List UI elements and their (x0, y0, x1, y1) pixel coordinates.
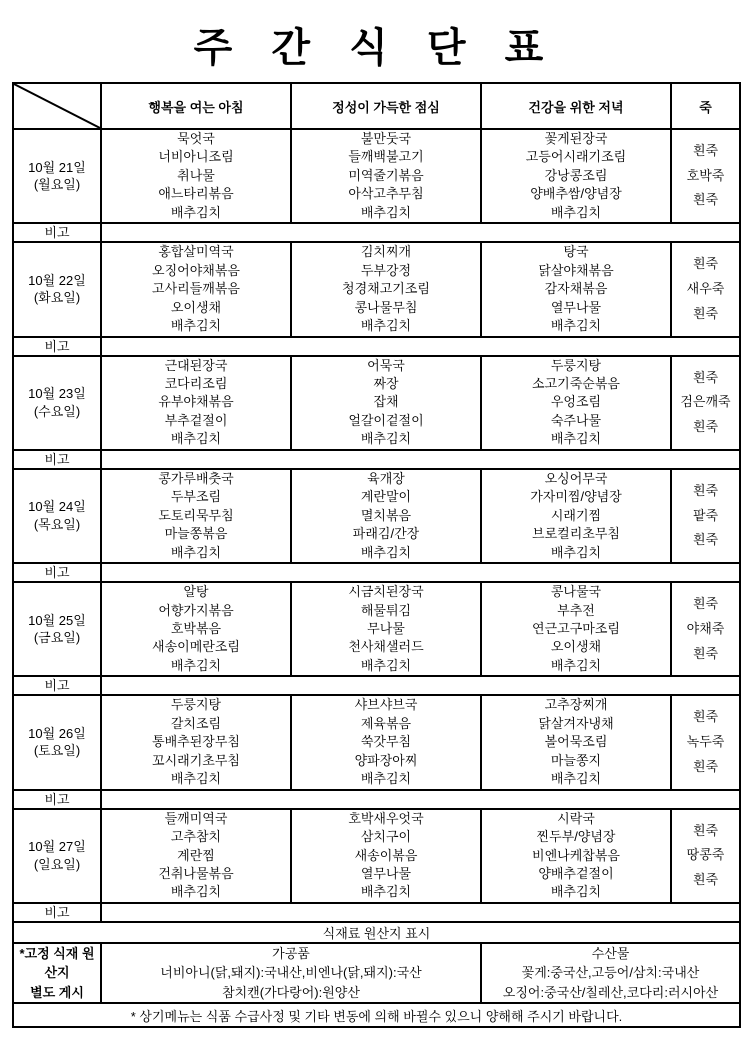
lunch-cell (291, 695, 481, 789)
menu-item: 어묵국 (367, 357, 405, 373)
menu-item: 고사리들깨볶음 (152, 281, 240, 297)
day-date-cell (13, 809, 101, 903)
note-value (101, 676, 740, 695)
porridge-item: 흰죽 (692, 419, 719, 434)
menu-item: 제육볶음 (360, 715, 412, 731)
menu-item: 배추김치 (550, 771, 602, 787)
porridge-item: 흰죽 (692, 256, 719, 272)
porridge-cell (671, 809, 740, 903)
note-label: 비고 (13, 676, 101, 695)
breakfast-cell (101, 242, 291, 336)
origin-fixed-line: *고정 식재 원산지 (19, 945, 95, 981)
menu-item: 배추김치 (550, 884, 602, 900)
porridge-cell (671, 582, 740, 676)
note-row (13, 337, 740, 356)
menu-item: 묵엇국 (177, 131, 215, 146)
menu-item: 탕국 (563, 244, 589, 260)
menu-item: 파래김/간장 (352, 526, 420, 542)
footer-note: * 상기메뉴는 식품 수급사정 및 기타 변동에 의해 바뀔수 있으니 양해해 주시기 바랍니다. (13, 1003, 740, 1027)
menu-item: 시래기찜 (550, 507, 602, 523)
menu-item: 배추김치 (170, 657, 222, 673)
table-row (13, 469, 740, 563)
note-row (13, 790, 740, 809)
day-date: 10월 22일 (28, 272, 86, 288)
menu-item: 강낭콩조림 (544, 167, 608, 183)
day-date-cell (13, 129, 101, 223)
weekly-menu-table (12, 82, 741, 1028)
menu-item: 호박볶음 (170, 620, 222, 636)
menu-item: 배추김치 (550, 544, 602, 560)
table-row (13, 242, 740, 336)
note-row (13, 676, 740, 695)
menu-item: 배추김치 (550, 204, 602, 220)
porridge-item: 흰죽 (692, 709, 719, 725)
porridge-cell (671, 469, 740, 563)
day-date: 10월 21일 (28, 159, 86, 175)
menu-item: 무나물 (367, 620, 405, 636)
menu-item: 배추김치 (360, 204, 412, 220)
menu-item: 배추김치 (360, 544, 412, 560)
dinner-cell (481, 469, 671, 563)
lunch-cell (291, 469, 481, 563)
menu-item: 콩가루배춧국 (158, 470, 234, 486)
porridge-item: 흰죽 (692, 143, 719, 159)
note-value (101, 563, 740, 582)
menu-item: 소고기죽순볶음 (532, 375, 620, 391)
menu-item: 닭살겨자냉채 (538, 715, 614, 731)
breakfast-cell (101, 129, 291, 223)
menu-item: 시락국 (557, 810, 595, 826)
menu-item: 오싱어무국 (544, 470, 608, 486)
menu-item: 배추김치 (170, 431, 222, 447)
lunch-cell (291, 809, 481, 903)
menu-item: 배추김치 (170, 318, 222, 334)
menu-item: 멸치볶음 (360, 507, 412, 523)
menu-item: 찐두부/양념장 (536, 829, 616, 845)
diagonal-slash-icon (14, 84, 100, 128)
origin-seafood-line: 오징어:중국산/칠레산,코다리:러시아산 (502, 984, 719, 1000)
menu-item: 숙주나물 (550, 412, 602, 428)
origin-processed-line: 참치캔(가다랑어):원양산 (222, 984, 360, 1000)
porridge-item: 흰죽 (692, 596, 719, 612)
lunch-cell (291, 242, 481, 336)
origin-fixed-line: 별도 게시 (30, 984, 84, 1000)
origin-section-title-row (13, 922, 740, 943)
table-row (13, 695, 740, 789)
dinner-cell (481, 129, 671, 223)
menu-item: 갈치조림 (170, 715, 222, 731)
day-date-cell (13, 695, 101, 789)
origin-seafood-title: 수산물 (591, 945, 630, 961)
note-label: 비고 (13, 903, 101, 922)
menu-item: 마늘쫑볶음 (164, 526, 228, 542)
porridge-item: 흰죽 (692, 369, 719, 385)
menu-item: 잡채 (373, 394, 399, 410)
menu-item: 홍합살미역국 (158, 244, 234, 260)
menu-item: 계란찜 (177, 847, 215, 863)
menu-item: 배추김치 (360, 771, 412, 787)
menu-item: 열무나물 (360, 865, 412, 881)
note-value (101, 450, 740, 469)
menu-item: 호박새우엇국 (348, 810, 424, 826)
menu-item: 두부강정 (360, 262, 412, 278)
menu-item: 계란말이 (360, 489, 412, 505)
menu-item: 콩나물국 (550, 584, 602, 600)
menu-item: 배추김치 (550, 318, 602, 334)
lunch-cell (291, 582, 481, 676)
menu-item: 양파장아찌 (354, 752, 418, 768)
breakfast-cell (101, 356, 291, 450)
menu-item: 얼갈이겉절이 (348, 412, 424, 428)
menu-item: 배추김치 (360, 318, 412, 334)
menu-item: 취나물 (177, 167, 215, 183)
day-date-cell (13, 356, 101, 450)
menu-item: 육개장 (367, 470, 405, 486)
menu-item: 감자채볶음 (544, 281, 608, 297)
menu-item: 부추겉절이 (164, 412, 228, 428)
menu-item: 코다리조림 (164, 375, 228, 391)
table-row (13, 809, 740, 903)
note-value (101, 903, 740, 922)
menu-item: 청경채고기조림 (342, 281, 430, 297)
day-date: 10월 25일 (28, 612, 86, 628)
origin-seafood-cell (481, 943, 740, 1004)
menu-item: 부추전 (557, 602, 595, 618)
header-lunch: 정성이 가득한 점심 (291, 83, 481, 129)
header-corner-cell (13, 83, 101, 129)
menu-item: 유부야채볶음 (158, 394, 234, 410)
dinner-cell (481, 809, 671, 903)
menu-item: 김치찌개 (360, 244, 412, 260)
menu-item: 배추김치 (360, 657, 412, 673)
menu-item: 근대된장국 (164, 357, 228, 373)
menu-item: 우엉조림 (550, 394, 602, 410)
menu-item: 배추김치 (550, 657, 602, 673)
menu-item: 고추장찌개 (544, 697, 608, 713)
menu-item: 비엔나케찹볶음 (532, 847, 620, 863)
origin-section-title: 식재료 원산지 표시 (13, 922, 740, 943)
menu-item: 도토리묵무침 (158, 507, 234, 523)
menu-item: 두룽지탕 (170, 697, 222, 713)
menu-item: 고등어시래기조림 (525, 149, 627, 165)
porridge-item: 흰죽 (692, 872, 719, 888)
day-weekday: (토요일) (33, 743, 81, 759)
day-date-cell (13, 582, 101, 676)
origin-seafood-line: 꽃게:중국산,고등어/삼치:국내산 (521, 965, 700, 981)
menu-item: 배추김치 (550, 431, 602, 447)
porridge-item: 검은깨죽 (680, 394, 731, 410)
day-date: 10월 23일 (28, 386, 86, 402)
footer-row (13, 1003, 740, 1027)
day-weekday: (월요일) (33, 177, 81, 193)
note-value (101, 337, 740, 356)
day-date-cell (13, 469, 101, 563)
porridge-cell (671, 356, 740, 450)
menu-item: 열무나물 (550, 299, 602, 315)
porridge-item: 흰죽 (692, 192, 719, 208)
menu-item: 마늘쫑지 (550, 752, 602, 768)
origin-fixed-cell (13, 943, 101, 1004)
porridge-item: 야채죽 (686, 620, 725, 636)
menu-item: 들깨미역국 (164, 810, 228, 826)
porridge-item: 녹두죽 (686, 734, 725, 750)
day-date-cell (13, 242, 101, 336)
day-weekday: (일요일) (33, 856, 81, 872)
note-label: 비고 (13, 337, 101, 356)
menu-item: 미역줄기볶음 (348, 167, 424, 183)
menu-item: 고추참치 (170, 829, 222, 845)
porridge-item: 흰죽 (692, 305, 719, 321)
note-label: 비고 (13, 790, 101, 809)
note-row (13, 223, 740, 242)
lunch-cell (291, 356, 481, 450)
menu-item: 오이생채 (170, 299, 222, 315)
table-row (13, 356, 740, 450)
porridge-cell (671, 242, 740, 336)
menu-item: 새송이볶음 (354, 847, 418, 863)
menu-item: 시금치된장국 (348, 584, 424, 600)
porridge-item: 흰죽 (692, 758, 719, 774)
header-dinner: 건강을 위한 저녁 (481, 83, 671, 129)
menu-item: 애느타리볶음 (158, 186, 234, 202)
menu-item: 양배추겉절이 (538, 865, 614, 881)
porridge-item: 땅콩죽 (686, 847, 725, 863)
porridge-item: 새우죽 (686, 281, 725, 297)
menu-item: 알탕 (183, 584, 209, 600)
menu-item: 어향가지볶음 (158, 602, 234, 618)
day-weekday: (화요일) (33, 290, 81, 306)
menu-item: 천사채샐러드 (348, 639, 424, 655)
menu-item: 콩나물무침 (354, 299, 418, 315)
menu-item: 양배추쌈/양념장 (530, 186, 622, 202)
menu-item: 배추김치 (170, 884, 222, 900)
note-row (13, 903, 740, 922)
menu-item: 불만둣국 (360, 131, 412, 146)
menu-item: 들깨백불고기 (348, 149, 424, 165)
lunch-cell (291, 129, 481, 223)
porridge-item: 흰죽 (692, 822, 719, 838)
menu-item: 샤브샤브국 (354, 697, 418, 713)
table-header-row (13, 83, 740, 129)
menu-item: 배추김치 (360, 884, 412, 900)
day-date: 10월 26일 (28, 725, 86, 741)
day-weekday: (금요일) (33, 630, 81, 646)
breakfast-cell (101, 809, 291, 903)
note-value (101, 223, 740, 242)
table-row (13, 582, 740, 676)
day-weekday: (목요일) (33, 516, 81, 532)
menu-item: 아삭고추무침 (348, 186, 424, 202)
menu-item: 브로컬리초무침 (532, 526, 620, 542)
breakfast-cell (101, 695, 291, 789)
menu-item: 배추김치 (170, 771, 222, 787)
menu-item: 오징어야채볶음 (152, 262, 240, 278)
table-row (13, 129, 740, 223)
note-label: 비고 (13, 450, 101, 469)
breakfast-cell (101, 469, 291, 563)
menu-item: 꽃게된장국 (544, 131, 608, 146)
note-value (101, 790, 740, 809)
porridge-item: 흰죽 (692, 645, 719, 661)
day-date: 10월 24일 (28, 499, 86, 515)
menu-item: 건취나물볶음 (158, 865, 234, 881)
day-weekday: (수요일) (33, 403, 81, 419)
menu-item: 닭살야채볶음 (538, 262, 614, 278)
day-date: 10월 27일 (28, 839, 86, 855)
dinner-cell (481, 695, 671, 789)
menu-item: 가자미찜/양념장 (530, 489, 622, 505)
note-row (13, 450, 740, 469)
menu-item: 꼬시래기초무침 (152, 752, 240, 768)
menu-item: 두부조림 (170, 489, 222, 505)
porridge-item: 흰죽 (692, 532, 719, 548)
origin-processed-line: 너비아니(닭,돼지):국내산,비엔나(닭,돼지):국산 (160, 965, 422, 981)
header-porridge: 죽 (671, 83, 740, 129)
menu-item: 볼어묵조림 (544, 734, 608, 750)
note-label: 비고 (13, 563, 101, 582)
note-row (13, 563, 740, 582)
menu-item: 두룽지탕 (550, 357, 602, 373)
menu-item: 배추김치 (170, 544, 222, 560)
origin-row (13, 943, 740, 1004)
note-label: 비고 (13, 223, 101, 242)
page-title: 주 간 식 단 표 (193, 26, 558, 70)
breakfast-cell (101, 582, 291, 676)
dinner-cell (481, 242, 671, 336)
dinner-cell (481, 582, 671, 676)
dinner-cell (481, 356, 671, 450)
menu-item: 배추김치 (360, 431, 412, 447)
menu-item: 새송이메란조림 (152, 639, 240, 655)
menu-item: 짜장 (373, 375, 399, 391)
menu-item: 삼치구이 (360, 829, 412, 845)
porridge-cell (671, 695, 740, 789)
menu-item: 연근고구마조림 (532, 620, 620, 636)
menu-item: 쑥갓무침 (360, 734, 412, 750)
porridge-item: 호박죽 (686, 167, 725, 183)
menu-item: 너비아니조림 (158, 149, 234, 165)
menu-item: 해물튀김 (360, 602, 412, 618)
porridge-item: 팥죽 (692, 507, 719, 523)
origin-processed-cell (101, 943, 481, 1004)
menu-item: 통배추된장무침 (152, 734, 240, 750)
porridge-cell (671, 129, 740, 223)
porridge-item: 흰죽 (692, 482, 719, 498)
header-breakfast: 행복을 여는 아침 (101, 83, 291, 129)
menu-item: 오이생채 (550, 639, 602, 655)
menu-item: 배추김치 (170, 204, 222, 220)
origin-processed-title: 가공품 (272, 945, 310, 961)
